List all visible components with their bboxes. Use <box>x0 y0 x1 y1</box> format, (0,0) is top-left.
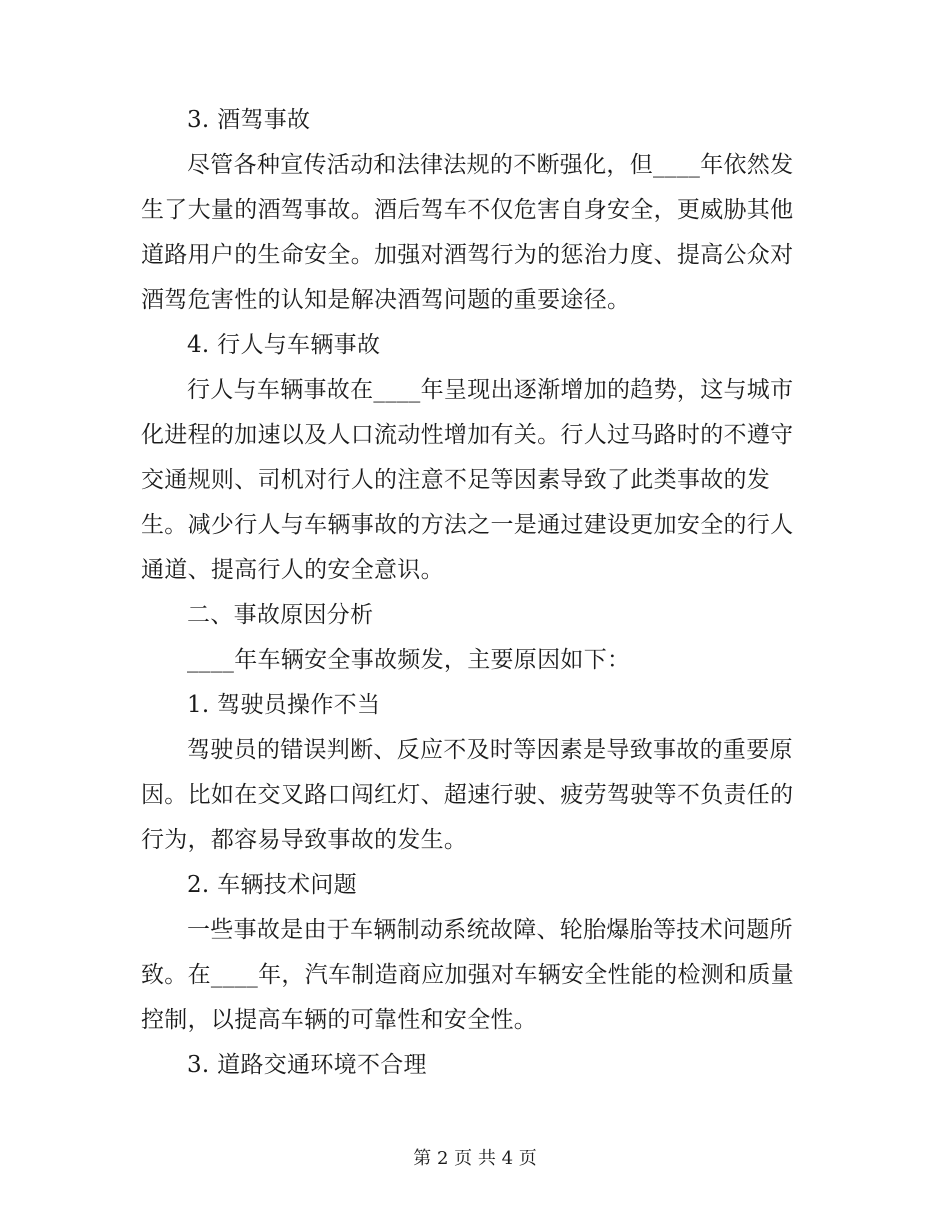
body-paragraph <box>141 143 801 323</box>
text-line: 因。比如在交叉路口闯红灯、超速行驶、疲劳驾驶等不负责任的 <box>141 782 794 808</box>
text-line: 道路用户的生命安全。加强对酒驾行为的惩治力度、提高公众对 <box>141 242 794 268</box>
section-heading <box>141 98 801 143</box>
page-footer: 第 2 页 共 4 页 <box>413 1148 537 1169</box>
document-body <box>141 98 801 1088</box>
text-line: 行人与车辆事故在____年呈现出逐渐增加的趋势，这与城市 <box>187 377 794 403</box>
text-line: 4. 行人与车辆事故 <box>187 332 381 358</box>
section-heading <box>141 323 801 368</box>
section-heading <box>141 683 801 728</box>
section-heading <box>141 863 801 908</box>
text-line: 尽管各种宣传活动和法律法规的不断强化，但____年依然发 <box>187 152 794 178</box>
section-heading <box>141 593 801 638</box>
text-line: ____年车辆安全事故频发，主要原因如下： <box>187 647 631 673</box>
text-line: 生了大量的酒驾事故。酒后驾车不仅危害自身安全，更威胁其他 <box>141 197 794 223</box>
text-line: 2. 车辆技术问题 <box>187 872 357 898</box>
text-line: 致。在____年，汽车制造商应加强对车辆安全性能的检测和质量 <box>141 962 794 988</box>
text-line: 3. 酒驾事故 <box>187 107 311 133</box>
text-line: 3. 道路交通环境不合理 <box>187 1052 427 1078</box>
text-line: 控制，以提高车辆的可靠性和安全性。 <box>141 1007 538 1033</box>
text-line: 通道、提高行人的安全意识。 <box>141 557 444 583</box>
text-line: 二、事故原因分析 <box>187 602 374 628</box>
text-line: 一些事故是由于车辆制动系统故障、轮胎爆胎等技术问题所 <box>187 917 793 943</box>
text-line: 生。减少行人与车辆事故的方法之一是通过建设更加安全的行人 <box>141 512 794 538</box>
text-line: 酒驾危害性的认知是解决酒驾问题的重要途径。 <box>141 287 631 313</box>
body-paragraph <box>141 728 801 863</box>
section-heading <box>141 1043 801 1088</box>
text-line: 驾驶员的错误判断、反应不及时等因素是导致事故的重要原 <box>187 737 793 763</box>
body-paragraph <box>141 368 801 593</box>
text-line: 交通规则、司机对行人的注意不足等因素导致了此类事故的发 <box>141 467 771 493</box>
body-paragraph <box>141 638 801 683</box>
text-line: 1. 驾驶员操作不当 <box>187 692 381 718</box>
body-paragraph <box>141 908 801 1043</box>
text-line: 化进程的加速以及人口流动性增加有关。行人过马路时的不遵守 <box>141 422 794 448</box>
text-line: 行为，都容易导致事故的发生。 <box>141 827 468 853</box>
